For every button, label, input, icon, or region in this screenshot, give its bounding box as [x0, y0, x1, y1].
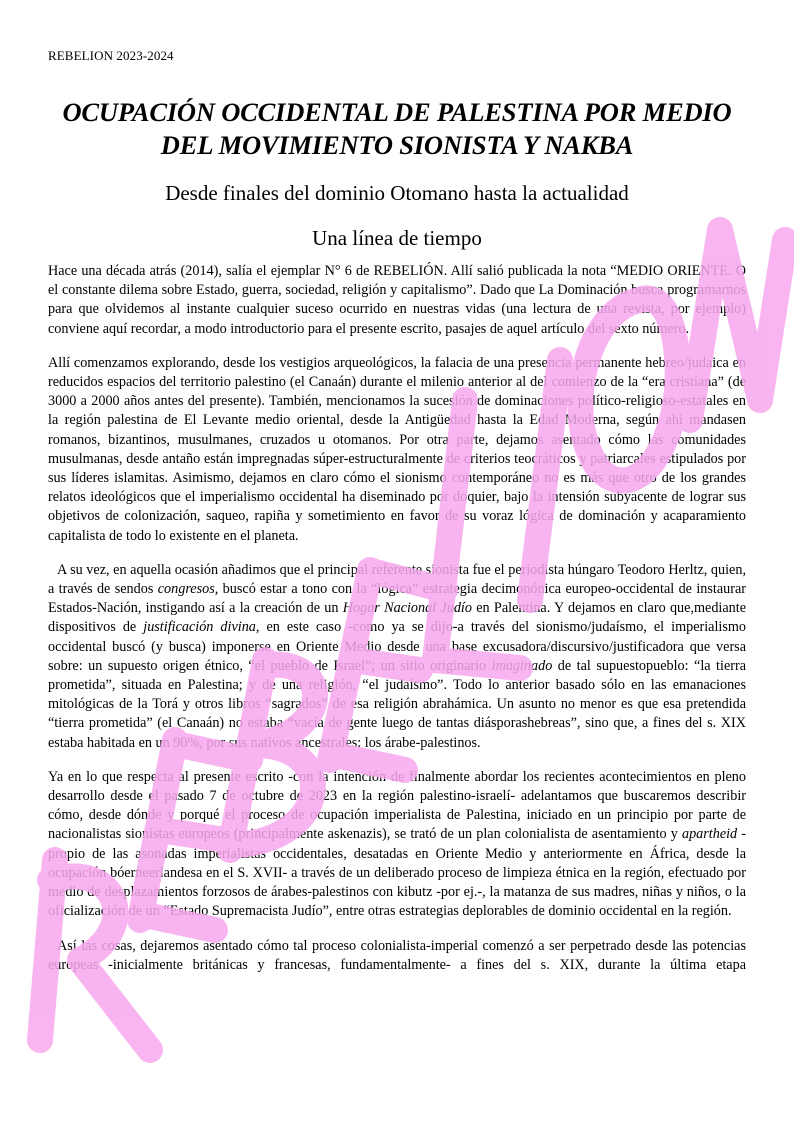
paragraph-2: Allí comenzamos explorando, desde los vestigios arqueológicos, la falacia de una presencia permanente hebreo/judaica en reducidos espacios del territorio palestino (el Canaán) durante el milenio anterior al del comienzo de la “era cristiana” (de 3000 a 2000 años antes del presente). También, mencionamos la sucesión de dominaciones político-religioso-estatales en la región palestina de El Levante medio oriental, desde la Antigüedad hasta la Edad Moderna, según ahí mandasen romanos, bizantinos, musulmanes, cruzados u otomanos. Por otra parte, dejamos asentado cómo las comunidades musulmanas, desde antaño están impregnadas súper-estructuralmente de criterios teocráticos y patriarcales estipulados por sus líderes islamitas. Asimismo, dejamos en claro cómo el sionismo contemporáneo no es más que otro de los grandes relatos ideológicos que el imperialismo occidental ha diseminado por doquier, bajo la intensión subyacente de lograr sus objetivos de colonización, saqueo, rapiña y sometimiento en favor de su voraz lógica de dominación y acaparamiento capitalista de todo lo existente en el planeta.: [48, 354, 746, 544]
paragraph-4: [48, 768, 746, 922]
paragraph-3: [48, 561, 746, 753]
title-line-2: DEL MOVIMIENTO SIONISTA Y NAKBA: [160, 130, 634, 160]
paragraph-3-text: , buscó estar a tono con la “lógica” estrategia decimonónica europeo-occidental de instaurar Estados-Nación, instigando así a la creación de un: [48, 581, 746, 617]
paragraph-3-text: , en este caso -como ya se dijo-a través del sionismo/judaísmo, el imperialismo occidental buscó (y busca) imponerse en Oriente Medio desde una base excusadora/discursivo/justificadora que versa sobre: un supuesto origen étnico, “el pueblo de Israel”; un sitio originario: [48, 619, 747, 674]
paragraph-4-italic: apartheid: [681, 826, 738, 843]
paragraph-4-text: Ya en lo que respecta al presente escrito -con la intención de finalmente abordar los recientes acontecimientos en pleno desarrollo desde el pasado 7 de octubre de 2023 en la región palestino-israelí- adelantamos que buscaremos describir cómo, desde dónde y porqué el proceso de ocupación imperialista de Palestina, iniciado en un principio por parte de nacionalistas sionistas europeos (principalmente askenazis), se trató de un plan colonialista de asentamiento y: [48, 768, 746, 843]
paragraph-1: Hace una década atrás (2014), salía el ejemplar N° 6 de REBELIÓN. Allí salió publicada la nota “MEDIO ORIENTE. O el constante dilema sobre Estado, guerra, sociedad, religión y capitalismo”. Dado que La Dominación busca programarnos para que olvidemos al instante cualquier suceso ocurrido en nuestras vidas (una lectura de una revista, por ejemplo) conviene aquí recordar, a modo introductorio para el presente escrito, pasajes de aquel artículo del sexto número.: [48, 263, 746, 337]
document-subtitle-2: Una línea de tiempo: [312, 226, 482, 250]
paragraph-3-italic: justificación divina: [143, 619, 256, 636]
paragraph-4-text: -propio de las asonadas imperialistas occidentales, desatadas en Oriente Medio y anteriormente en África, desde la ocupación bóerneerlandesa en el S. XVII- a través de un deliberado proceso de limpieza étnica en la región, efectuado por medio de desplazamientos forzosos de árabes-palestinos con kibutz -por ej.-, la matanza de sus madres, niñas y niños, o la oficialización de un “Estado Supremacista Judío”, entre otras estrategias deplorables de dominio occidental en la región.: [48, 826, 746, 920]
paragraph-3-text: de tal supuestopueblo: “la tierra prometida”, situada en Palestina; y de una religión, “el judaísmo”. Todo lo anterior basado sólo en las emanaciones mitológicas de la Torá y otros libros “sagrados” de esa religión abrahámica. Un asunto no menor es que esa pretendida “tierra prometida” (el Canaán) no estaba “vacía de gente luego de tantas diásporashebreas”, sino que, a fines del s. XIX estaba habitada en un 90%, por sus nativos ancestrales: los árabe-palestinos.: [48, 657, 746, 751]
paragraph-3-italic: congresos: [157, 581, 215, 598]
paragraph-3-text: A su vez, en aquella ocasión añadimos que el principal referente sionista fue el periodista húngaro Teodoro Herltz, quien, a través de sendos: [48, 561, 746, 598]
paragraph-3-italic: Hogar Nacional Judío: [342, 600, 472, 617]
paragraph-3-italic: imaginado: [491, 657, 553, 674]
document-title: [48, 96, 746, 162]
paragraph-5: Así las cosas, dejaremos asentado cómo tal proceso colonialista-imperial comenzó a ser perpetrado desde las potencias europeas -inicialmente británicas y francesas, fundamentalmente- a fines del s. XIX, durante la última etapa: [48, 937, 746, 973]
title-line-1: OCUPACIÓN OCCIDENTAL DE PALESTINA POR MEDIO: [62, 97, 732, 127]
document-body: [48, 262, 746, 990]
document-subtitle: Desde finales del dominio Otomano hasta la actualidad: [165, 181, 629, 205]
paragraph-3-text: en Palentina. Y dejamos en claro que,mediante dispositivos de: [48, 600, 746, 636]
publication-label: REBELION 2023-2024: [48, 48, 174, 63]
